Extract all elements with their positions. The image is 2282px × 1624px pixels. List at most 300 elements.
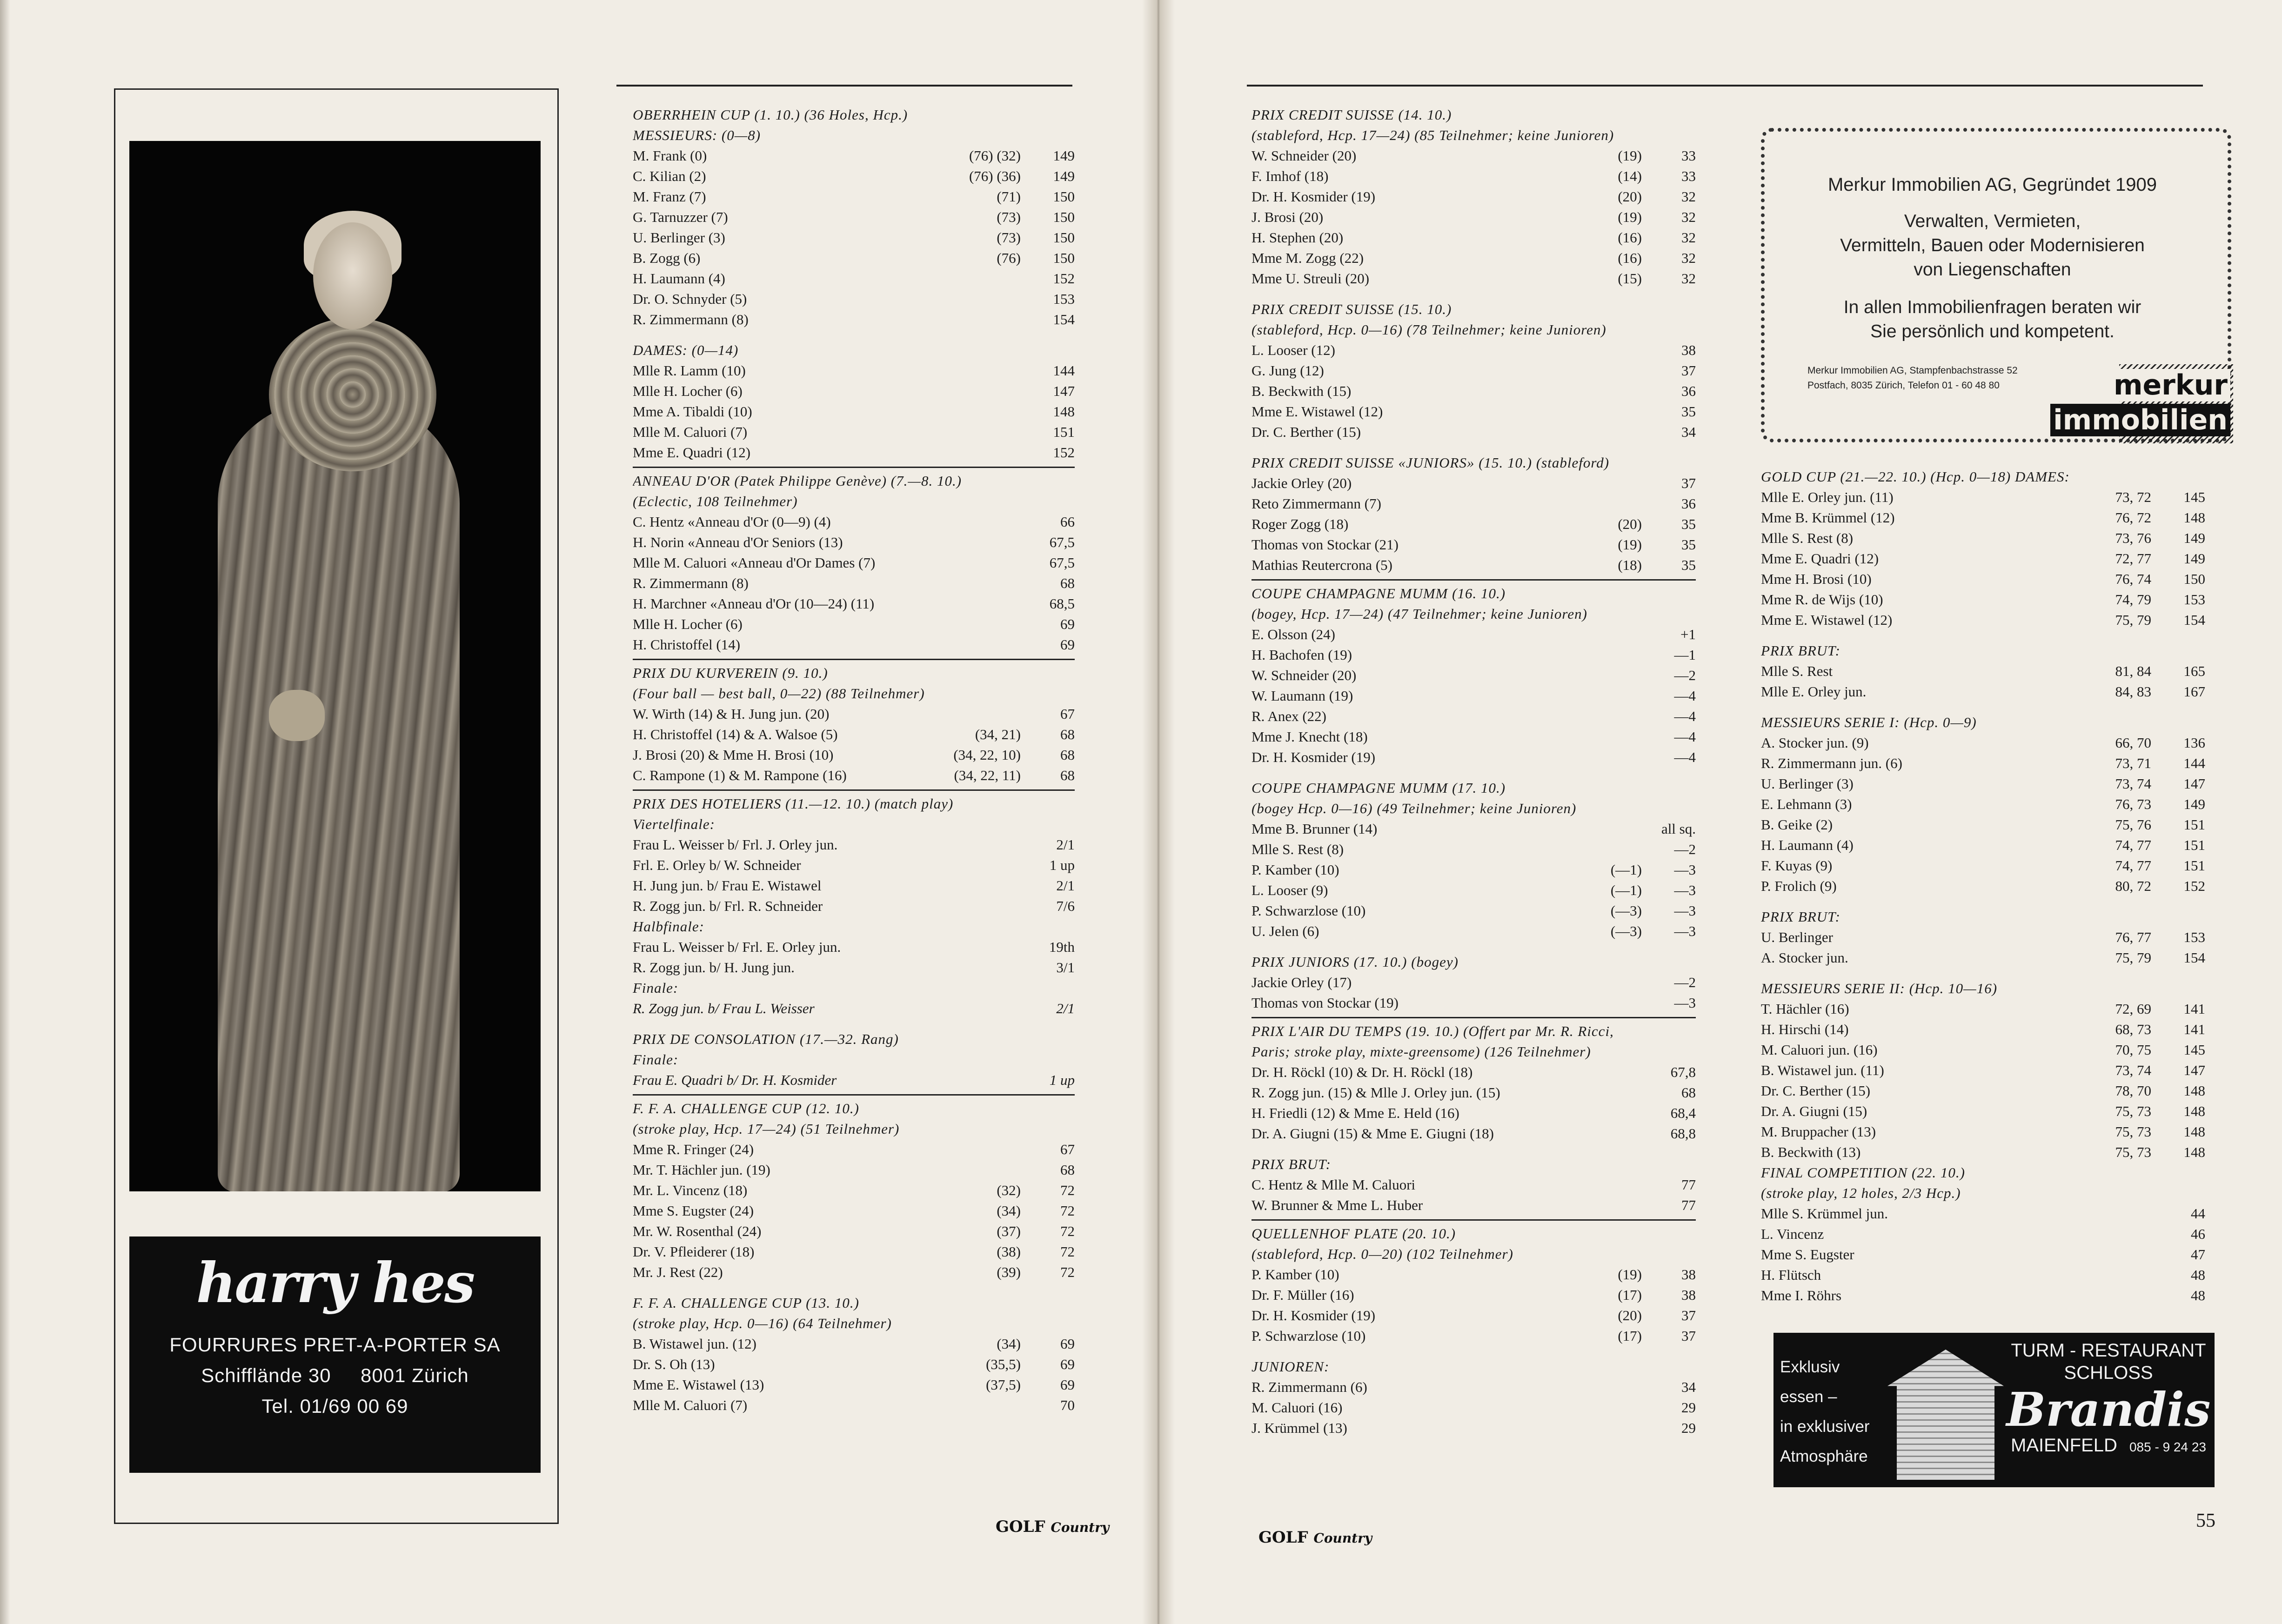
page-number: 55 [2196,1510,2215,1531]
player-name: J. Krümmel (13) [1251,1420,1347,1436]
score-detail: (76) (36) [969,168,1021,184]
score-value: 29 [1681,1399,1696,1416]
score-detail: 75, 73 [2115,1144,2151,1160]
section-heading: FINAL COMPETITION (22. 10.) [1761,1164,1965,1181]
score-value: 68 [1060,1162,1075,1178]
result-row [1251,473,1696,494]
player-name: Mme E. Wistawel (13) [633,1377,764,1393]
score-detail: 73, 76 [2115,530,2151,546]
score-value: 77 [1681,1197,1696,1213]
result-row [633,442,1075,463]
score-value: 44 [2191,1205,2205,1222]
player-name: U. Berlinger (3) [1761,775,1854,792]
result-row [1251,747,1696,768]
score-value: —4 [1674,688,1696,704]
score-value: 2/1 [1056,877,1075,894]
section-heading: PRIX BRUT: [1761,642,1840,659]
score-detail: 76, 74 [2115,571,2151,587]
score-value: 38 [1681,342,1696,358]
score-value: 165 [2183,663,2205,679]
score-value: 67 [1060,706,1075,722]
player-name: Mme S. Eugster (24) [633,1203,754,1219]
section-heading: (stroke play, 12 holes, 2/3 Hcp.) [1761,1185,1961,1201]
player-name: G. Jung (12) [1251,362,1324,379]
result-row [1761,753,2205,774]
score-detail: (19) [1618,1266,1642,1283]
result-row [1761,1285,2205,1306]
section-heading: (stroke play, Hcp. 17—24) (51 Teilnehmer) [633,1121,900,1137]
player-name: T. Hächler (16) [1761,1001,1849,1017]
score-value: 36 [1681,495,1696,512]
score-value: 38 [1681,1287,1696,1303]
score-detail: (17) [1618,1287,1642,1303]
player-name: M. Caluori (16) [1251,1399,1343,1416]
score-value: —4 [1674,708,1696,724]
score-value: 145 [2183,489,2205,505]
score-detail: 73, 72 [2115,489,2151,505]
player-name: C. Kilian (2) [633,168,706,184]
score-value: 152 [1053,270,1075,287]
result-row [1761,1224,2205,1244]
right-page [1165,0,2282,1624]
score-value: 48 [2191,1267,2205,1283]
score-value: 150 [2183,571,2205,587]
country-word: Country [1051,1520,1110,1535]
score-detail: (34, 22, 11) [954,767,1021,783]
score-value: 154 [1053,311,1075,327]
result-row [1251,187,1696,207]
result-row [1251,1305,1696,1326]
result-row [633,765,1075,786]
section-divider [1251,1219,1696,1221]
result-row [1251,645,1696,665]
result-row [1251,1418,1696,1438]
score-detail: (73) [997,209,1021,225]
player-name: B. Wistawel jun. (12) [633,1336,756,1352]
score-value: 69 [1060,1336,1075,1352]
player-name: Dr. C. Berther (15) [1251,424,1361,440]
score-detail: (16) [1618,250,1642,266]
player-name: Mr. T. Hächler jun. (19) [633,1162,770,1178]
player-name: Dr. F. Müller (16) [1251,1287,1354,1303]
score-value: 34 [1681,1379,1696,1395]
result-row [1761,1060,2205,1081]
score-detail: 76, 72 [2115,509,2151,526]
section-heading: Finale: [633,1051,679,1068]
result-row [1761,589,2205,610]
result-row [1761,774,2205,794]
score-detail: (35,5) [986,1356,1021,1372]
player-name: Mme E. Quadri (12) [633,444,751,461]
player-name: Mlle H. Locher (6) [633,383,743,399]
result-row [633,422,1075,442]
section-heading: Viertelfinale: [633,816,715,832]
brandis-line-1: Exklusiv [1780,1358,1840,1376]
player-name: C. Hentz & Mlle M. Caluori [1251,1176,1416,1193]
merkur-line-2: Vermitteln, Bauen oder Modernisieren [1840,235,2145,255]
score-value: 153 [2183,591,2205,608]
score-value: 69 [1060,1356,1075,1372]
score-value: 148 [2183,509,2205,526]
score-value: 144 [2183,755,2205,771]
result-row [1251,727,1696,747]
result-row [633,512,1075,532]
section-divider [1251,1017,1696,1018]
score-detail: (—1) [1610,862,1642,878]
score-value: 150 [1053,250,1075,266]
result-row [633,745,1075,765]
score-detail: 76, 73 [2115,796,2151,812]
player-name: Mr. J. Rest (22) [633,1264,723,1280]
section-heading: GOLD CUP (21.—22. 10.) (Hcp. 0—18) DAMES: [1761,468,2070,485]
score-value: 68,5 [1049,595,1075,612]
score-detail: 66, 70 [2115,735,2151,751]
section-gap [1251,942,1696,952]
score-detail: (34, 21) [975,726,1021,742]
score-value: 141 [2183,1021,2205,1037]
score-value: 72 [1060,1223,1075,1239]
score-detail: 75, 73 [2115,1123,2151,1140]
player-name: A. Stocker jun. (9) [1761,735,1869,751]
score-value: 32 [1681,188,1696,205]
score-value: 150 [1053,209,1075,225]
section-gap [1251,289,1696,299]
score-value: 69 [1060,616,1075,632]
result-row [1251,993,1696,1013]
player-name: M. Franz (7) [633,188,706,205]
score-value: 2/1 [1056,1000,1075,1016]
score-detail: 76, 77 [2115,929,2151,945]
score-value: —3 [1674,995,1696,1011]
result-row [1251,901,1696,921]
score-detail: (19) [1618,209,1642,225]
player-name: Mme B. Brunner (14) [1251,821,1378,837]
player-name: E. Lehmann (3) [1761,796,1852,812]
player-name: H. Laumann (4) [633,270,725,287]
immobilien-badge-word: immobilien [2050,404,2230,436]
player-name: R. Zimmermann (8) [633,311,749,327]
score-detail: 74, 77 [2115,837,2151,853]
score-value: 151 [1053,424,1075,440]
result-row [1251,1062,1696,1083]
result-row [633,937,1075,957]
player-name: B. Wistawel jun. (11) [1761,1062,1884,1078]
score-detail: (19) [1618,536,1642,553]
result-row [633,361,1075,381]
section-heading: COUPE CHAMPAGNE MUMM (17. 10.) [1251,780,1506,796]
section-heading: PRIX JUNIORS (17. 10.) (bogey) [1251,954,1459,970]
score-detail: 68, 73 [2115,1021,2151,1037]
player-name: P. Kamber (10) [1251,1266,1339,1283]
score-value: 151 [2183,816,2205,833]
section-heading: PRIX CREDIT SUISSE «JUNIORS» (15. 10.) (stableford) [1251,454,1610,471]
result-row [633,998,1075,1019]
fur-advertisement [114,88,559,1524]
score-detail: 73, 74 [2115,775,2151,792]
player-name: R. Zimmermann jun. (6) [1761,755,1902,771]
score-detail: 72, 77 [2115,550,2151,567]
result-row [1251,686,1696,706]
player-name: Dr. A. Giugni (15) [1761,1103,1867,1119]
player-name: Mme E. Quadri (12) [1761,550,1879,567]
result-row [1251,1083,1696,1103]
section-heading: MESSIEURS SERIE II: (Hcp. 10—16) [1761,980,1998,996]
section-divider [633,659,1075,660]
section-heading: PRIX CREDIT SUISSE (15. 10.) [1251,301,1452,317]
score-detail: (19) [1618,147,1642,164]
result-row [1761,548,2205,569]
score-value: —3 [1674,862,1696,878]
player-name: W. Wirth (14) & H. Jung jun. (20) [633,706,830,722]
score-value: 148 [2183,1144,2205,1160]
score-value: 68 [1060,767,1075,783]
result-row [633,207,1075,227]
result-row [633,957,1075,978]
score-value: 33 [1681,147,1696,164]
section-gap [1251,442,1696,453]
result-row [633,553,1075,573]
player-name: Mme R. de Wijs (10) [1761,591,1883,608]
result-row [633,381,1075,401]
score-value: 147 [2183,1062,2205,1078]
player-name: Mme S. Eugster [1761,1246,1854,1263]
result-row [633,573,1075,594]
result-row [1251,1103,1696,1123]
score-value: —3 [1674,882,1696,898]
brandis-line-4: Atmosphäre [1780,1447,1868,1465]
score-value: 32 [1681,229,1696,246]
player-name: W. Schneider (20) [1251,667,1357,683]
player-name: Dr. H. Röckl (10) & Dr. H. Röckl (18) [1251,1064,1473,1080]
result-row [1251,819,1696,839]
score-detail: (76) (32) [969,147,1021,164]
result-row [633,166,1075,187]
player-name: P. Schwarzlose (10) [1251,902,1366,919]
result-row [633,1354,1075,1375]
result-row [633,268,1075,289]
results-column-right [1761,467,2205,1306]
section-gap [633,330,1075,340]
result-row [1251,268,1696,289]
score-value: 68 [1060,726,1075,742]
result-row [1761,1142,2205,1163]
score-value: 38 [1681,1266,1696,1283]
score-value: 37 [1681,362,1696,379]
section-heading: (Eclectic, 108 Teilnehmer) [633,493,798,509]
score-detail: (—3) [1610,902,1642,919]
result-row [1761,794,2205,815]
player-name: B. Beckwith (15) [1251,383,1352,399]
score-value: 149 [2183,530,2205,546]
section-heading: PRIX DES HOTELIERS (11.—12. 10.) (match play) [633,795,954,812]
player-name: R. Zogg jun. b/ Frau L. Weisser [633,1000,815,1016]
fur-coat-shape [218,401,460,1191]
score-value: 72 [1060,1182,1075,1198]
score-value: 48 [2191,1287,2205,1303]
result-row [633,635,1075,655]
brandis-city: MAIENFELD [2011,1435,2117,1456]
score-value: 68,4 [1670,1105,1696,1121]
player-name: L. Looser (9) [1251,882,1328,898]
player-name: M. Frank (0) [633,147,707,164]
score-value: 7/6 [1056,898,1075,914]
section-gap [1761,630,2205,641]
score-detail: 81, 84 [2115,663,2151,679]
score-detail: (15) [1618,270,1642,287]
player-name: U. Jelen (6) [1251,923,1319,939]
country-word: Country [1313,1530,1372,1546]
score-value: —2 [1674,974,1696,990]
score-value: 37 [1681,1307,1696,1323]
score-detail: 80, 72 [2115,878,2151,894]
result-row [1251,706,1696,727]
player-name: Mr. W. Rosenthal (24) [633,1223,762,1239]
player-name: Roger Zogg (18) [1251,516,1349,532]
score-value: —4 [1674,728,1696,745]
score-value: 77 [1681,1176,1696,1193]
score-value: 136 [2183,735,2205,751]
result-row [633,401,1075,422]
score-value: —3 [1674,923,1696,939]
player-name: Mme E. Wistawel (12) [1761,612,1893,628]
player-name: J. Brosi (20) & Mme H. Brosi (10) [633,747,834,763]
section-heading: (stableford, Hcp. 0—16) (78 Teilnehmer; keine Junioren) [1251,321,1606,338]
result-row [1761,1265,2205,1285]
score-detail: (38) [997,1243,1021,1260]
section-heading: Halbfinale: [633,918,704,935]
brandis-schloss: SCHLOSS [2064,1363,2153,1383]
score-value: 69 [1060,636,1075,653]
result-row [633,1070,1075,1090]
merkur-line-1: Verwalten, Vermieten, [1904,211,2081,231]
player-name: U. Berlinger [1761,929,1833,945]
section-heading: F. F. A. CHALLENGE CUP (12. 10.) [633,1100,860,1116]
score-value: 72 [1060,1243,1075,1260]
section-heading: Paris; stroke play, mixte-greensome) (126 Teilnehmer) [1251,1043,1591,1060]
section-heading: PRIX DU KURVEREIN (9. 10.) [633,665,828,681]
score-value: 69 [1060,1377,1075,1393]
score-value: 148 [2183,1123,2205,1140]
score-value: 152 [2183,878,2205,894]
score-value: 32 [1681,270,1696,287]
player-name: Frau L. Weisser b/ Frl. J. Orley jun. [633,836,838,853]
score-value: 3/1 [1056,959,1075,976]
player-name: G. Tarnuzzer (7) [633,209,728,225]
result-row [633,835,1075,855]
player-name: Mme I. Röhrs [1761,1287,1842,1303]
result-row [1251,361,1696,381]
score-value: 67,8 [1670,1064,1696,1080]
section-heading: JUNIOREN: [1251,1358,1330,1375]
result-row [1761,508,2205,528]
score-value: —3 [1674,902,1696,919]
merkur-line-3: von Liegenschaften [1914,260,2071,280]
player-name: J. Brosi (20) [1251,209,1324,225]
player-name: Mme B. Krümmel (12) [1761,509,1895,526]
result-row [1251,248,1696,268]
score-detail: (73) [997,229,1021,246]
score-value: 68 [1060,575,1075,591]
brandis-name: Brandis [2006,1382,2211,1437]
section-heading: (stroke play, Hcp. 0—16) (64 Teilnehmer) [633,1315,892,1331]
result-row [1251,555,1696,575]
player-name: Mlle M. Caluori «Anneau d'Or Dames (7) [633,555,876,571]
result-row [1251,1175,1696,1195]
result-row [1761,610,2205,630]
score-detail: (34, 22, 10) [953,747,1021,763]
player-name: F. Imhof (18) [1251,168,1329,184]
score-value: 36 [1681,383,1696,399]
player-name: Mlle S. Rest [1761,663,1833,679]
score-value: +1 [1680,626,1696,642]
score-detail: (34) [997,1203,1021,1219]
score-value: 34 [1681,424,1696,440]
player-name: Mlle S. Krümmel jun. [1761,1205,1888,1222]
score-value: 2/1 [1056,836,1075,853]
score-value: —2 [1674,841,1696,857]
score-value: 68,8 [1670,1125,1696,1142]
player-name: Dr. A. Giugni (15) & Mme E. Giugni (18) [1251,1125,1494,1142]
harry-hes-banner [129,1236,541,1473]
result-row [1761,528,2205,548]
player-name: Mathias Reutercrona (5) [1251,557,1392,573]
score-detail: 75, 76 [2115,816,2151,833]
score-value: 152 [1053,444,1075,461]
result-row [1761,855,2205,876]
result-row [633,724,1075,745]
result-row [633,146,1075,166]
score-value: 33 [1681,168,1696,184]
score-detail: (37) [997,1223,1021,1239]
player-name: Mme M. Zogg (22) [1251,250,1364,266]
score-value: 154 [2183,949,2205,966]
result-row [1251,166,1696,187]
player-name: P. Kamber (10) [1251,862,1339,878]
result-row [1761,948,2205,968]
result-row [1251,1326,1696,1346]
result-row [633,1221,1075,1242]
merkur-badge [2053,364,2233,443]
score-value: 149 [2183,796,2205,812]
result-row [1761,1122,2205,1142]
golf-country-logo [1258,1528,1372,1547]
result-row [633,614,1075,635]
player-name: Mme E. Wistawel (12) [1251,403,1383,420]
page-edge [0,0,10,1624]
player-name: Dr. H. Kosmider (19) [1251,1307,1376,1323]
score-detail: 72, 69 [2115,1001,2151,1017]
harry-hes-logo: harry hes [196,1250,474,1315]
score-value: 151 [2183,857,2205,874]
player-name: H. Stephen (20) [1251,229,1344,246]
result-row [1251,381,1696,401]
merkur-line-4: In allen Immobilienfragen beraten wir [1843,297,2141,317]
merkur-address-2: Postfach, 8035 Zürich, Telefon 01 - 60 48 80 [1807,380,2000,391]
results-column-middle [1251,105,1696,1438]
player-name: H. Marchner «Anneau d'Or (10—24) (11) [633,595,875,612]
merkur-title: Merkur Immobilien AG, Gegründet 1909 [1827,174,2157,195]
results-column-left [633,105,1075,1416]
score-detail: (—3) [1610,923,1642,939]
result-row [1761,733,2205,753]
player-name: C. Hentz «Anneau d'Or (0—9) (4) [633,514,831,530]
score-value: —1 [1674,647,1696,663]
player-name: Mlle E. Orley jun. (11) [1761,489,1894,505]
result-row [633,875,1075,896]
section-gap [633,1283,1075,1293]
score-detail: (18) [1618,557,1642,573]
section-heading: MESSIEURS SERIE I: (Hcp. 0—9) [1761,714,1977,730]
